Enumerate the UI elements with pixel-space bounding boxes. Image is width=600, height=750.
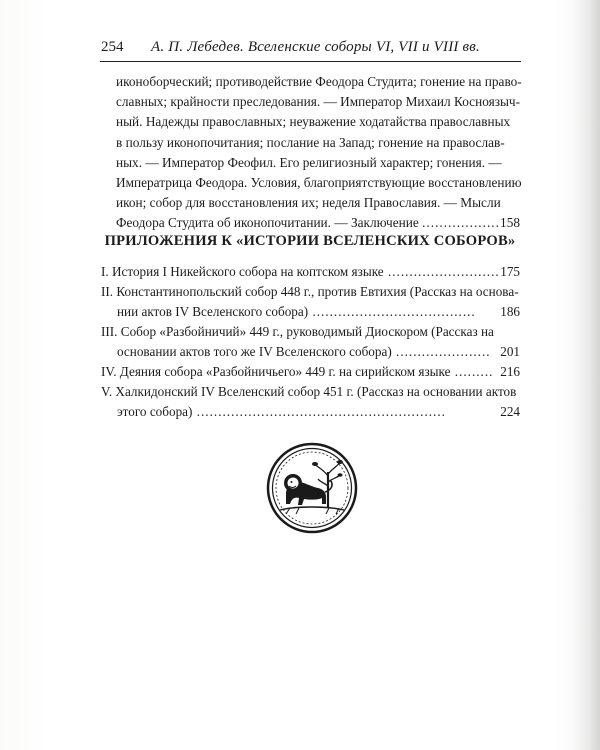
toc-line: ных. — Император Феофил. Его религиозный характер; гонения. — <box>116 154 502 170</box>
leader-dots: .................. <box>422 215 500 231</box>
leader-dots: ......... <box>450 364 494 379</box>
toc-line: Императрица Феодора. Условия, благоприятствующие восстановлению <box>116 175 522 191</box>
entry-title: III. Собор «Разбойничий» 449 г., руководимый Диоскором (Рассказ на <box>101 324 494 339</box>
toc-page-number: 158 <box>500 215 520 231</box>
page-edge-shadow <box>572 0 600 750</box>
toc-line: Феодора Студита об иконопочитании. — Заключение <box>116 215 419 231</box>
entry-title: основании актов того же IV Вселенского собора) <box>117 344 392 359</box>
entry-title: II. Константинопольский собор 448 г., против Евтихия (Рассказ на основа- <box>101 284 519 299</box>
entry-title: IV. Деяния собора «Разбойничьего» 449 г. на сирийском языке <box>101 364 451 379</box>
toc-line: в пользу иконопочитания; послание на Запад; гонение на православ- <box>116 134 505 150</box>
header-rule <box>100 61 521 62</box>
entry-page-number: 186 <box>500 304 520 319</box>
toc-line: иконоборческий; противодействие Феодора Студита; гонение на право- <box>116 74 522 89</box>
toc-line: славных; крайности преследования. — Император Михаил Косноязыч- <box>116 94 521 110</box>
running-title: А. П. Лебедев. Вселенские соборы VI, VII и VIII вв. <box>151 39 480 55</box>
toc-line-last <box>116 213 520 233</box>
entry-page-number: 175 <box>500 264 520 279</box>
entry-title: V. Халкидонский IV Вселенский собор 451 г. (Рассказ на основании актов <box>101 384 517 399</box>
lion-emblem-icon <box>266 442 358 534</box>
appendix-list <box>101 262 520 422</box>
leader-dots: .......................... <box>383 264 500 279</box>
entry-title: I. История I Никейского собора на коптском языке <box>101 264 384 279</box>
leader-dots: ...................... <box>391 344 491 359</box>
appendix-entry <box>101 282 520 322</box>
entry-page-number: 224 <box>500 404 520 419</box>
appendix-entry <box>101 362 520 382</box>
appendix-entry <box>101 322 520 362</box>
entry-page-number: 216 <box>500 364 520 379</box>
appendix-entry <box>101 382 520 422</box>
leader-dots: .......................................................... <box>192 404 446 419</box>
appendix-entry <box>101 262 520 282</box>
leader-dots: ...................................... <box>308 304 476 319</box>
toc-line: ный. Надежды православных; неуважение ходатайства православных <box>116 114 511 130</box>
page-number: 254 <box>101 39 124 55</box>
entry-title: этого собора) <box>117 404 193 419</box>
entry-page-number: 201 <box>500 344 520 359</box>
toc-continuation <box>116 72 520 234</box>
entry-title: нии актов IV Вселенского собора) <box>117 304 309 319</box>
appendix-heading: ПРИЛОЖЕНИЯ К «ИСТОРИИ ВСЕЛЕНСКИХ СОБОРОВ» <box>104 233 516 249</box>
toc-line: икон; собор для восстановления их; неделя Православия. — Мысли <box>116 195 501 211</box>
